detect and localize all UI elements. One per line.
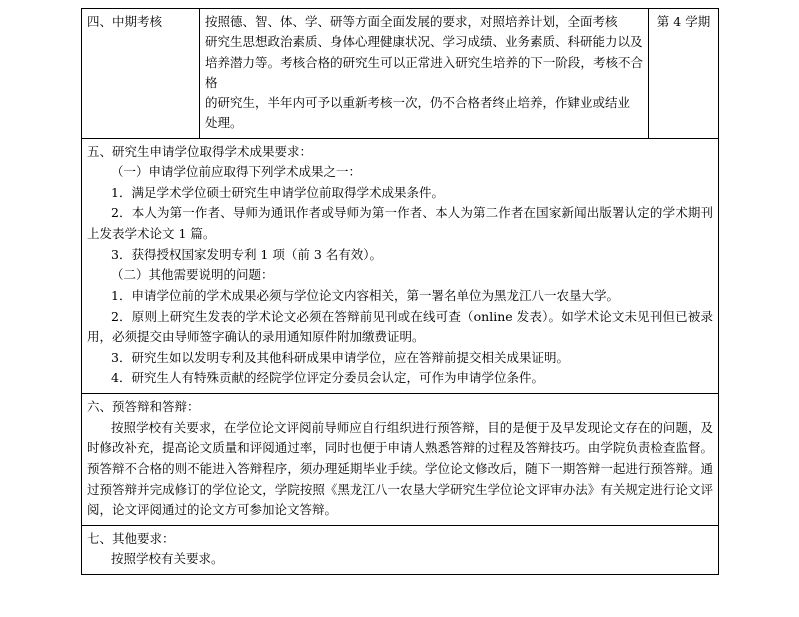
section-paragraph: 1．申请学位前的学术成果必须与学位论文内容相关，第一署名单位为黑龙江八一农垦大学。	[111, 287, 619, 303]
row-body-midterm	[200, 9, 649, 139]
section-pre-defense	[82, 394, 719, 526]
table-row	[82, 138, 719, 394]
row-label-midterm: 四、中期考核	[82, 9, 200, 139]
section-paragraph: 1．满足学术学位硕士研究生申请学位前取得学术成果条件。	[111, 184, 444, 200]
body-line: 的研究生，半年内可予以重新考核一次，仍不合格者终止培养，作肄业或结业	[205, 95, 631, 110]
section-heading: 五、研究生申请学位取得学术成果要求：	[87, 143, 313, 159]
section-paragraph: 2．原则上研究生发表的学术论文必须在答辩前见刊或在线可查（online 发表）。如学术论文未见刊但已被录用，必须提交由导师签字确认的录用通知原件附加缴费证明。	[87, 308, 713, 345]
body-line: 培养潜力等。考核合格的研究生可以正常进入研究生培养的下一阶段，考核不合格	[205, 54, 643, 90]
section-paragraph: 4．研究生人有特殊贡献的经院学位评定分委员会认定，可作为申请学位条件。	[111, 370, 544, 386]
section-paragraph: 3．获得授权国家发明专利 1 项（前 3 名有效）。	[111, 246, 383, 262]
row-term-midterm: 第 4 学期	[649, 9, 719, 139]
body-line: 按照德、智、体、学、研等方面全面发展的要求，对照培养计划，全面考核	[205, 14, 618, 29]
section-other-requirements	[82, 525, 719, 574]
table-row	[82, 9, 719, 139]
section-academic-achievements	[82, 138, 719, 394]
table-row	[82, 394, 719, 526]
curriculum-table	[81, 8, 719, 575]
section-paragraph: （一）申请学位前应取得下列学术成果之一：	[111, 164, 362, 180]
section-paragraph: 按照学校有关要求。	[111, 551, 224, 567]
table-row	[82, 525, 719, 574]
section-heading: 六、预答辩和答辩：	[87, 399, 200, 414]
body-line: 研究生思想政治素质、身体心理健康状况、学习成绩、业务素质、科研能力以及	[205, 34, 643, 50]
section-paragraph: （二）其他需要说明的问题：	[111, 267, 274, 283]
section-paragraph: 按照学校有关要求，在学位论文评阅前导师应自行组织进行预答辩，目的是便于及早发现论文存在的问题，及时修改补充，提高论文质量和评阅通过率，同时也便于申请人熟悉答辩的过程及答辩技巧。由学院负责检查监督。预答辩不合格的则不能进入答辩程序，须办理延期毕业手续。学位论文修改后，随下一期答辩一起进行预答辩。通过预答辩并完成修订的学位论文，学院按照《黑龙江八一农垦大学研究生学位论文评审办法》有关规定进行论文评阅，论文评阅通过的论文方可参加论文答辩。	[87, 419, 713, 518]
section-paragraph: 3．研究生如以发明专利及其他科研成果申请学位，应在答辩前提交相关成果证明。	[111, 349, 569, 365]
section-heading: 七、其他要求：	[87, 530, 175, 546]
section-paragraph: 2．本人为第一作者、导师为通讯作者或导师为第一作者、本人为第二作者在国家新闻出版署认定的学术期刊上发表学术论文 1 篇。	[87, 205, 713, 241]
body-line: 处理。	[205, 115, 243, 131]
